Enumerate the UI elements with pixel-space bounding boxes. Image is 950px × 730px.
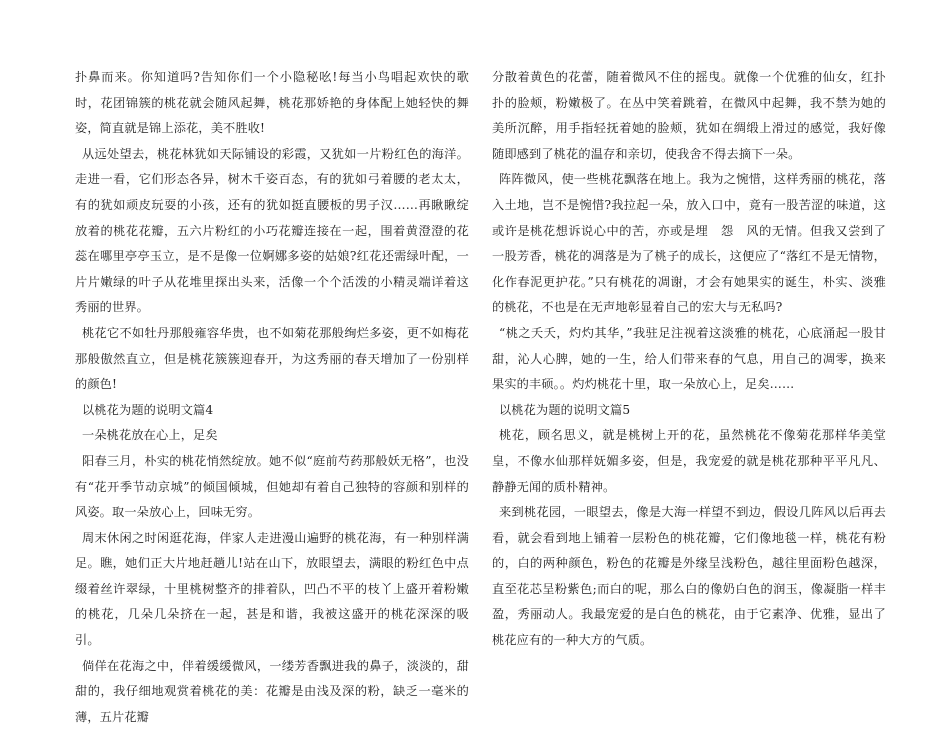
right-paragraph-6: 来到桃花园，一眼望去，像是大海一样望不到边，假设几阵风以后再去看，就会看到地上铺着一层粉色的桃花瓣，它们像地毯一样，桃花有粉的，白的两种颜色，粉色的花瓣是外缘呈浅粉色，越往里面粉色越深，直至花芯呈粉紫色;而白的呢，那么白的像奶白色的润玉，像凝脂一样丰盈，秀丽动人。我最宠爱的是白色的桃花，由于它素净、优雅，显出了桃花应有的一种大方的气质。 <box>492 505 886 648</box>
right-column <box>492 65 886 654</box>
left-column <box>75 65 469 730</box>
left-paragraph-1: 扑鼻而来。你知道吗?告知你们一个小隐秘吆!每当小鸟唱起欢快的歌时，花团锦簇的桃花就会随风起舞，桃花那娇艳的身体配上她轻快的舞姿，简直就是锦上添花，美不胜收! <box>75 70 469 136</box>
section-heading-5: 以桃花为题的说明文篇5 <box>499 402 631 417</box>
left-paragraph-3: 桃花它不如牡丹那般雍容华贵，也不如菊花那般绚烂多姿，更不如梅花那般傲然直立，但是桃花簇簇迎春开，为这秀丽的春天增加了一份别样的颜色! <box>75 325 469 392</box>
right-paragraph-1: 分散着黄色的花蕾，随着微风不住的摇曳。就像一个优雅的仙女，红扑扑的脸颊，粉嫩极了。在丛中笑着跳着，在微风中起舞，我不禁为她的美所沉醉，用手指轻抚着她的脸颊，犹如在绸缎上滑过的感觉，我好像随即感到了桃花的温存和亲切，使我舍不得去摘下一朵。 <box>492 70 886 161</box>
left-paragraph-2: 从远处望去，桃花林犹如天际铺设的彩霞，又犹如一片粉红色的海洋。走进一看，它们形态各异，树木千姿百态，有的犹如弓着腰的老太太，有的犹如顽皮玩耍的小孩，还有的犹如挺直腰板的男子汉……再瞅瞅绽放着的桃花花瓣，五六片粉红的小巧花瓣连接在一起，围着黄澄澄的花蕊在哪里亭亭玉立，是不是像一位婀娜多姿的姑娘?红花还需绿叶配，一片片嫩绿的叶子从花堆里探出头来，活像一个个活泼的小精灵端详着这秀丽的世界。 <box>75 146 469 315</box>
right-paragraph-5: 桃花，顾名思义，就是桃树上开的花，虽然桃花不像菊花那样华美堂皇，不像水仙那样妩媚多姿，但是，我宠爱的就是桃花那种平平凡凡、静静无闻的质朴精神。 <box>492 428 886 494</box>
left-paragraph-7: 周末休闲之时闲逛花海，伴家人走进漫山遍野的桃花海，有一种别样满足。瞧，她们正大片地赶趟儿!站在山下，放眼望去，满眼的粉红色中点缀着丝许翠绿，十里桃树整齐的排着队，凹凸不平的枝丫上盛开着粉嫩的桃花，几朵几朵挤在一起，甚是和谐，我被这盛开的桃花深深的吸引。 <box>75 530 469 648</box>
left-paragraph-6: 阳春三月，朴实的桃花悄然绽放。她不似“庭前芍药那般妖无格”，也没有“花开季节动京城”的倾国倾城，但她却有着自己独特的容颜和别样的风姿。取一朵放心上，回味无穷。 <box>75 453 469 520</box>
left-paragraph-5: 一朵桃花放在心上，足矣 <box>82 428 218 443</box>
right-paragraph-2: 阵阵微风，使一些桃花飘落在地上。我为之惋惜，这样秀丽的桃花，落入土地，岂不是惋惜?我拉起一朵，放入口中，竟有一股苦涩的味道，这或许是桃花想诉说心中的苦，亦或是埋 怨 风的无情。但我又尝到了一股芳香，桃花的凋落是为了桃子的成长，这便应了“落红不是无情物，化作春泥更护花。”只有桃花的凋谢，才会有她果实的诞生，朴实、淡雅的桃花，不也是在无声地彰显着自己的宏大与无私吗? <box>492 172 886 315</box>
section-heading-4: 以桃花为题的说明文篇4 <box>82 402 214 417</box>
right-paragraph-3: “桃之夭夭，灼灼其华，”我驻足注视着这淡雅的桃花，心底涌起一股甘甜，沁人心脾，她的一生，给人们带来春的气息，用自己的凋零，换来果实的丰硕。。灼灼桃花十里，取一朵放心上，足矣…… <box>492 325 886 392</box>
left-paragraph-8: 倘佯在花海之中，伴着缓缓微风，一缕芳香飘进我的鼻子，淡淡的，甜甜的，我仔细地观赏着桃花的美：花瓣是由浅及深的粉，缺乏一毫米的薄，五片花瓣 <box>75 658 469 724</box>
